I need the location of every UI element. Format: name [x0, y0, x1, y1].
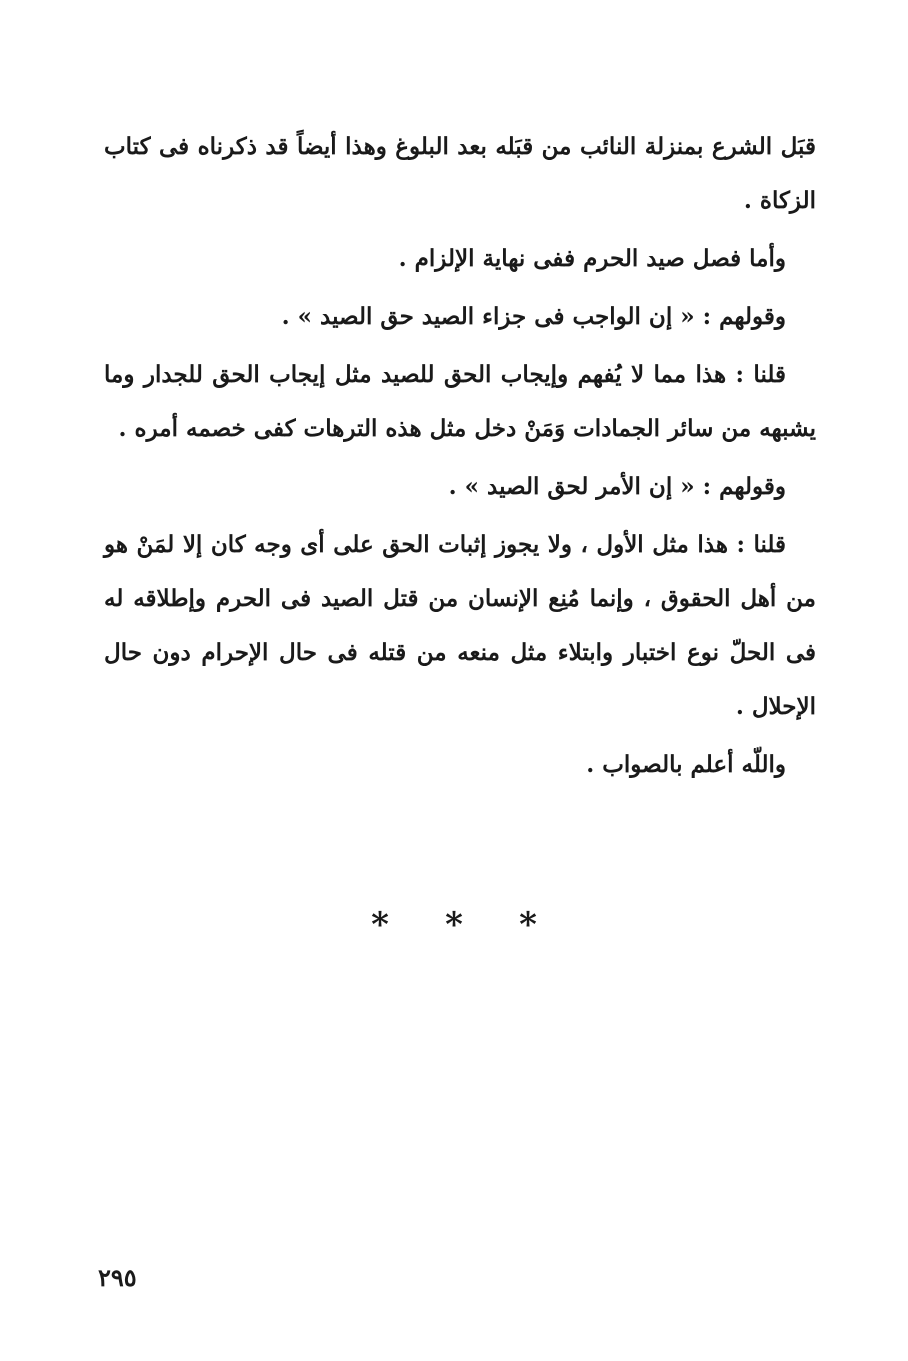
asterisk-icon: *	[519, 905, 537, 945]
paragraph-3: وقولهم : « إن الواجب فى جزاء الصيد حق الصيد » .	[281, 303, 786, 330]
paragraph-5: وقولهم : « إن الأمر لحق الصيد » .	[448, 473, 786, 500]
paragraph-6: قلنا : هذا مثل الأول ، ولا يجوز إثبات الحق على أى وجه كان إلا لمَنْ هو من أهل الحقوق ، وإنما مُنِع الإنسان من قتل الصيد فى الحرم وإطلاقه له فى الحلّ نوع اختبار وابتلاء مثل منعه من قتله فى حال الإحرام دون حال الإحلال .	[104, 531, 816, 720]
asterisk-icon: *	[445, 905, 463, 945]
paragraph-4: قلنا : هذا مما لا يُفهم وإيجاب الحق للصيد مثل إيجاب الحق للجدار وما يشبهه من سائر الجمادات وَمَنْ دخل مثل هذه الترهات كفى خصمه أمره .	[104, 361, 816, 442]
paragraph-7: واللّه أعلم بالصواب .	[586, 751, 786, 778]
paragraph-2: وأما فصل صيد الحرم ففى نهاية الإلزام .	[398, 245, 786, 272]
section-separator	[0, 905, 908, 945]
page-body-text	[104, 120, 816, 796]
asterisk-icon: *	[371, 905, 389, 945]
paragraph-1: قبَل الشرع بمنزلة النائب من قبَله بعد البلوغ وهذا أيضاً قد ذكرناه فى كتاب الزكاة .	[104, 133, 816, 214]
page-number: ٢٩٥	[98, 1263, 137, 1292]
